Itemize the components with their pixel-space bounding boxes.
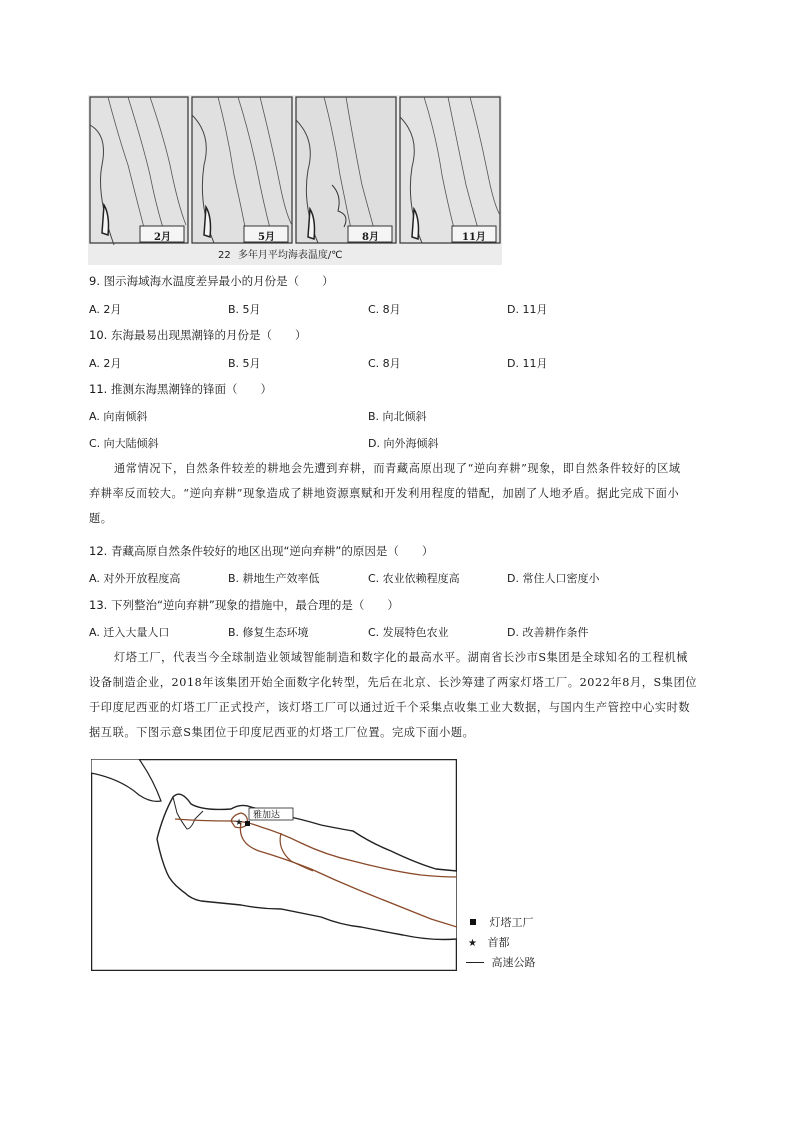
- isotherm-maps-image: [88, 95, 502, 265]
- legend-label: 首都: [487, 936, 510, 949]
- square-icon: [245, 821, 250, 826]
- passage-line: 设备制造企业，2018年该集团开始全面数字化转型，先后在北京、长沙筹建了两家灯塔工厂。2022年8月，S集团位: [89, 676, 698, 689]
- question-9: [89, 273, 334, 289]
- q10-option-b: B. 5月: [228, 357, 261, 370]
- question-11: [89, 381, 272, 397]
- panel-aug: [296, 97, 396, 243]
- q12-option-c: C. 农业依赖程度高: [368, 572, 460, 585]
- panel-label-nov: 11月: [462, 232, 486, 243]
- java-map-image: [91, 759, 457, 971]
- q9-option-c: C. 8月: [368, 303, 401, 316]
- legend-label: 高速公路: [491, 956, 536, 969]
- passage-lighthouse-factory: [89, 645, 729, 745]
- q11-option-a: A. 向南倾斜: [89, 410, 148, 423]
- panel-may: [192, 97, 292, 243]
- passage-line: 弃耕率反而较大。“逆向弃耕”现象造成了耕地资源禀赋和开发利用程度的错配，加剧了人地矛盾。据此完成下面小: [89, 487, 680, 500]
- panel-feb: [90, 97, 188, 245]
- question-number: 11.: [89, 382, 108, 396]
- q13-option-c: C. 发展特色农业: [368, 626, 449, 639]
- question-13: [89, 597, 399, 613]
- passage-abandonment: [89, 456, 729, 531]
- legend-item-capital: [466, 934, 536, 954]
- figure-caption: [218, 246, 343, 261]
- panel-nov: [400, 97, 500, 243]
- q12-option-a: A. 对外开放程度高: [89, 572, 181, 585]
- q11-option-c: C. 向大陆倾斜: [89, 437, 159, 450]
- q11-option-b: B. 向北倾斜: [368, 410, 427, 423]
- q13-option-b: B. 修复生态环境: [228, 626, 309, 639]
- caption-text: 多年月平均海表温度/℃: [237, 250, 343, 261]
- question-text: 下列整治“逆向弃耕”现象的措施中，最合理的是（ ）: [110, 598, 399, 612]
- question-number: 10.: [89, 328, 108, 342]
- java-map: [91, 759, 457, 971]
- question-text: 青藏高原自然条件较好的地区出现“逆向弃耕”的原因是（ ）: [110, 544, 434, 558]
- q12-option-d: D. 常住人口密度小: [507, 572, 600, 585]
- question-number: 9.: [89, 274, 100, 288]
- q9-option-b: B. 5月: [228, 303, 261, 316]
- q11-option-d: D. 向外海倾斜: [368, 437, 439, 450]
- q10-option-d: D. 11月: [507, 357, 548, 370]
- panel-label-may: 5月: [258, 232, 275, 243]
- legend-item-highway: [466, 954, 536, 974]
- q9-option-d: D. 11月: [507, 303, 548, 316]
- passage-line: 题。: [89, 512, 113, 525]
- question-number: 12.: [89, 544, 108, 558]
- city-label-jakarta: 雅加达: [253, 810, 281, 821]
- question-text: 推测东海黑潮锋的锋面（ ）: [110, 382, 272, 396]
- q9-option-a: A. 2月: [89, 303, 122, 316]
- q10-option-a: A. 2月: [89, 357, 122, 370]
- q13-option-a: A. 迁入大量人口: [89, 626, 170, 639]
- panel-label-feb: 2月: [154, 232, 171, 243]
- square-icon: [470, 919, 476, 925]
- star-icon: ★: [468, 938, 477, 949]
- question-12: [89, 543, 433, 559]
- passage-line: 于印度尼西亚的灯塔工厂正式投产，该灯塔工厂可以通过近千个采集点收集工业大数据，与国内生产管控中心实时数: [89, 701, 691, 714]
- q10-option-c: C. 8月: [368, 357, 401, 370]
- question-text: 图示海域海水温度差异最小的月份是（ ）: [103, 274, 334, 288]
- legend-item-factory: [466, 914, 536, 934]
- caption-line-label: 22: [218, 250, 231, 261]
- q12-option-b: B. 耕地生产效率低: [228, 572, 320, 585]
- question-text: 东海最易出现黑潮锋的月份是（ ）: [110, 328, 307, 342]
- q13-option-d: D. 改善耕作条件: [507, 626, 589, 639]
- passage-line: 通常情况下，自然条件较差的耕地会先遭到弃耕，而青藏高原出现了“逆向弃耕”现象，即自然条件较好的区域: [114, 462, 681, 475]
- legend-label: 灯塔工厂: [489, 916, 534, 929]
- line-icon: [466, 962, 484, 963]
- question-number: 13.: [89, 598, 108, 612]
- question-10: [89, 327, 306, 343]
- star-icon: ★: [235, 818, 244, 828]
- passage-line: 据互联。下图示意S集团位于印度尼西亚的灯塔工厂位置。完成下面小题。: [89, 726, 475, 739]
- map-legend: [466, 914, 536, 974]
- panel-label-aug: 8月: [362, 232, 379, 243]
- sea-temperature-maps-figure: [88, 95, 502, 265]
- passage-line: 灯塔工厂，代表当今全球制造业领域智能制造和数字化的最高水平。湖南省长沙市S集团是全球知名的工程机械: [114, 651, 689, 664]
